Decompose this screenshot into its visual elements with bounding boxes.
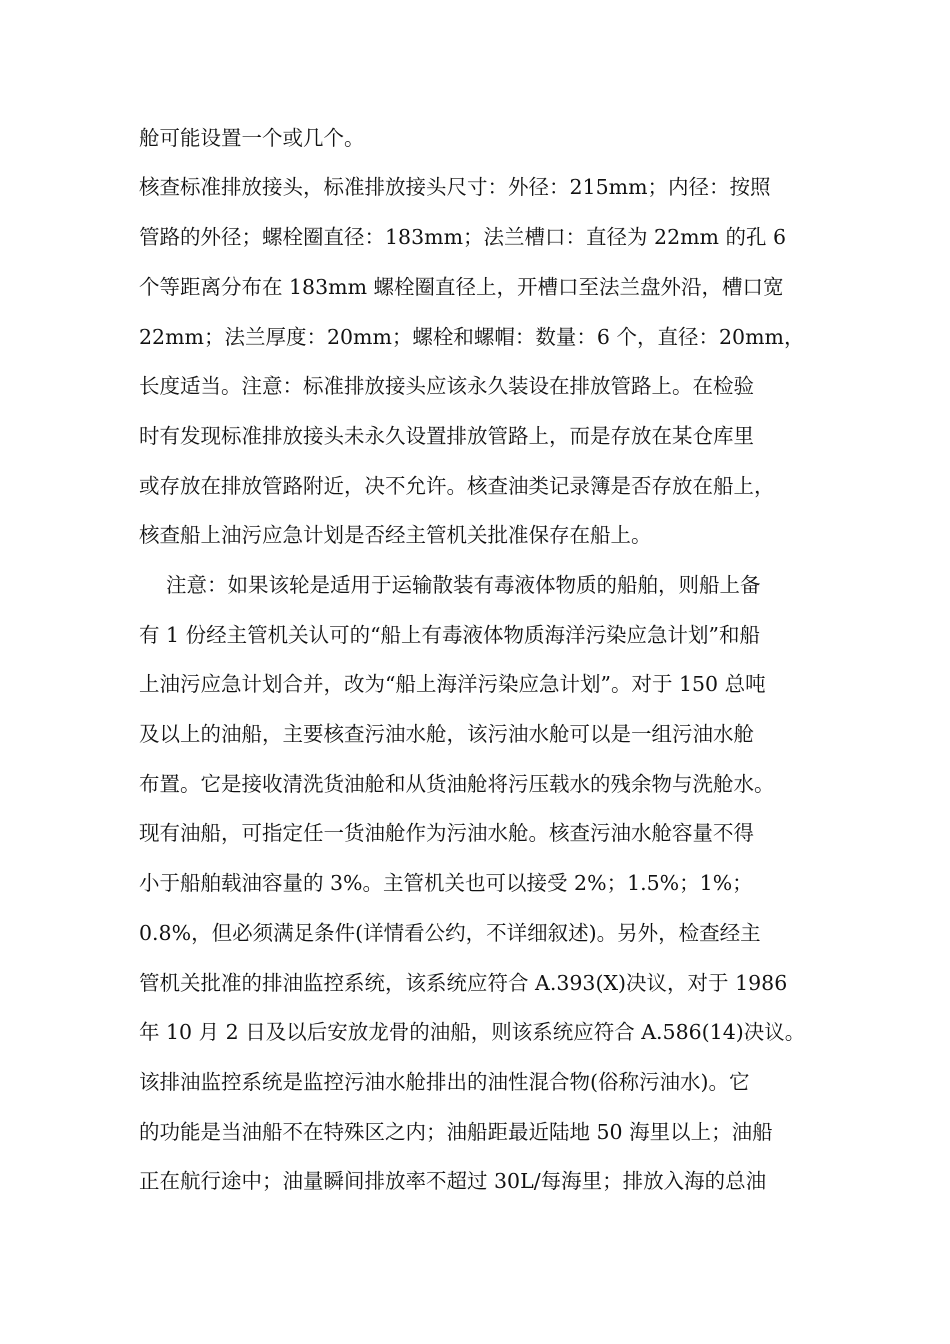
- text-line: 或存放在排放管路附近，决不允许。核查油类记录簿是否存放在船上，: [139, 474, 775, 498]
- text-line: 舱可能设置一个或几个。: [139, 126, 365, 150]
- text-line: 管机关批准的排油监控系统，该系统应符合 A.393(X)决议，对于 1986: [139, 971, 788, 995]
- text-line: 上油污应急计划合并，改为“船上海洋污染应急计划”。对于 150 总吨: [139, 672, 766, 696]
- text-line: 注意：如果该轮是适用于运输散装有毒液体物质的船舶，则船上备: [166, 573, 761, 597]
- text-line: 核查船上油污应急计划是否经主管机关批准保存在船上。: [139, 523, 652, 547]
- text-line: 及以上的油船，主要核查污油水舱，该污油水舱可以是一组污油水舱: [139, 722, 754, 746]
- text-line: 小于船舶载油容量的 3%。主管机关也可以接受 2%；1.5%；1%；: [139, 871, 753, 895]
- text-line: 正在航行途中；油量瞬间排放率不超过 30L/每海里；排放入海的总油: [139, 1169, 767, 1193]
- text-line: 长度适当。注意：标准排放接头应该永久装设在排放管路上。在检验: [139, 374, 754, 398]
- text-line: 该排油监控系统是监控污油水舱排出的油性混合物(俗称污油水)。它: [139, 1070, 750, 1094]
- text-line: 个等距离分布在 183mm 螺栓圈直径上，开槽口至法兰盘外沿，槽口宽: [139, 275, 784, 299]
- text-line: 管路的外径；螺栓圈直径：183mm；法兰槽口：直径为 22mm 的孔 6: [139, 225, 787, 249]
- text-line: 有 1 份经主管机关认可的“船上有毒液体物质海洋污染应急计划”和船: [139, 623, 761, 647]
- text-line: 现有油船，可指定任一货油舱作为污油水舱。核查污油水舱容量不得: [139, 821, 754, 845]
- text-line: 0.8%，但必须满足条件(详情看公约，不详细叙述)。另外，检查经主: [139, 921, 761, 945]
- text-line: 22mm；法兰厚度：20mm；螺栓和螺帽：数量：6 个，直径：20mm，: [139, 325, 805, 349]
- text-line: 布置。它是接收清洗货油舱和从货油舱将污压载水的残余物与洗舱水。: [139, 772, 775, 796]
- text-line: 的功能是当油船不在特殊区之内；油船距最近陆地 50 海里以上；油船: [139, 1120, 773, 1144]
- text-line: 核查标准排放接头，标准排放接头尺寸：外径：215mm；内径：按照: [139, 175, 771, 199]
- text-line: 时有发现标准排放接头未永久设置排放管路上，而是存放在某仓库里: [139, 424, 754, 448]
- text-line: 年 10 月 2 日及以后安放龙骨的油船，则该系统应符合 A.586(14)决议。: [139, 1020, 806, 1044]
